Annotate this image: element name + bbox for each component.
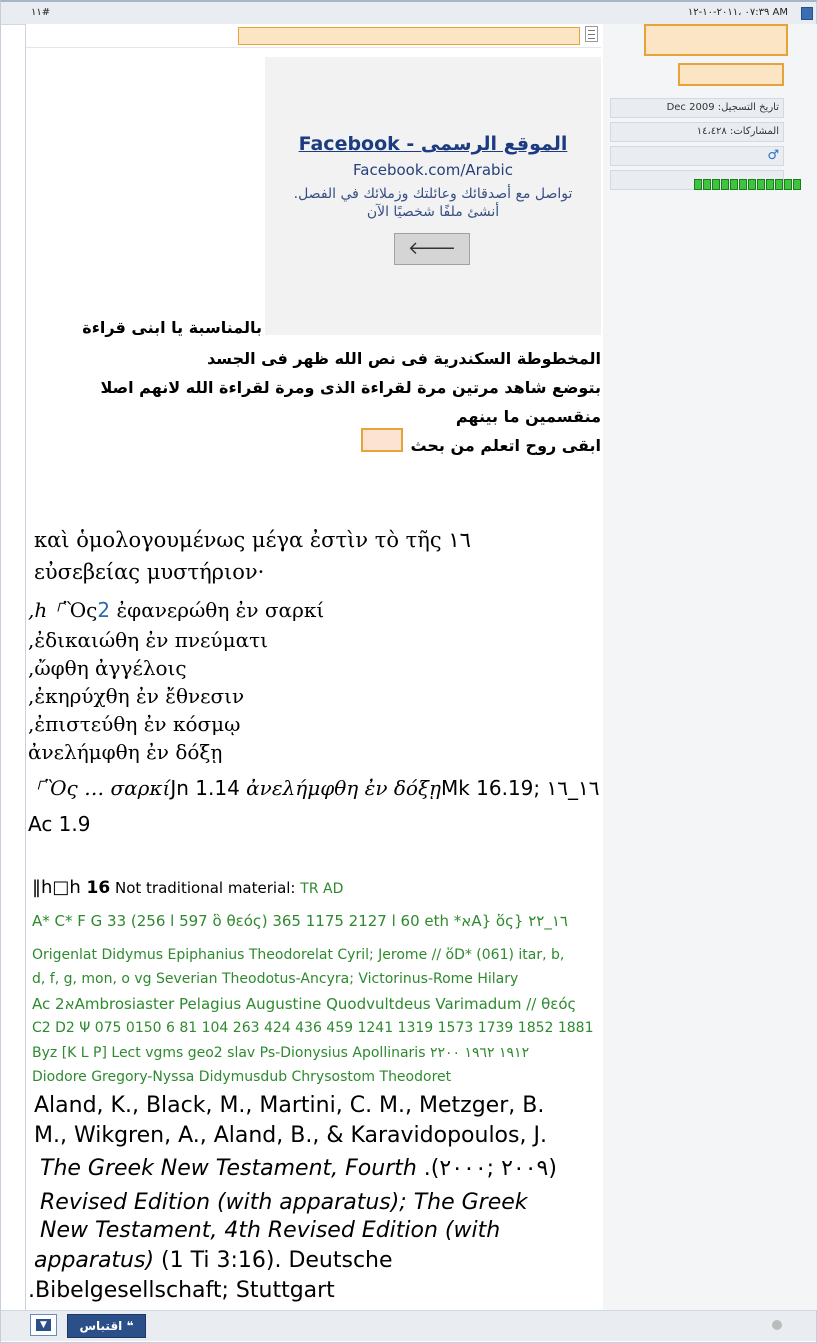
- citation-line-6: [34, 1248, 393, 1273]
- quote-button[interactable]: [67, 1314, 146, 1338]
- message-line-3: بتوضع شاهد مرتين مرة لقراءة الذى ومرة لقراءة الله لانهم اصلا: [100, 378, 601, 397]
- citation-line-2: M., Wikgren, A., Aland, B., & Karavidopoulos, J.: [34, 1123, 547, 1148]
- ref-lemma-2: ἀνελήμφθη ἐν δόξῃ: [246, 776, 441, 800]
- reputation-block: [748, 179, 756, 190]
- apparatus-line-3: Origenlat Didymus Epiphanius Theodorelat Cyril; Jerome // ὅD* (061) itar, b,: [32, 947, 565, 963]
- ad-title[interactable]: Facebook - الموقع الرسمى: [298, 133, 568, 155]
- apparatus-witnesses: TR AD: [300, 881, 344, 897]
- post-status-icon: [801, 7, 813, 20]
- citation-line-4: Revised Edition (with apparatus); The Greek: [40, 1190, 528, 1215]
- redacted-link[interactable]: [361, 428, 403, 452]
- reputation-block: [721, 179, 729, 190]
- multiquote-button[interactable]: [30, 1314, 57, 1336]
- ref-mk: Mk 16.19; ١٦_١٦: [440, 776, 600, 800]
- post-count: المشاركات: ١٤،٤٢٨: [610, 122, 784, 142]
- citation-publisher: (1 Ti 3:16). Deutsche: [154, 1248, 393, 1273]
- greek-line-6: ἀνελήμφθη ἐν δόξῃ: [28, 740, 223, 764]
- cross-reference-line: [34, 774, 599, 801]
- reputation-block: [766, 179, 774, 190]
- citation-line-7: .Bibelgesellschaft; Stuttgart: [28, 1278, 335, 1303]
- quote-label: اقتباس: [79, 1319, 123, 1333]
- post-title-redacted: [238, 27, 580, 45]
- post-icon: [585, 26, 598, 42]
- apparatus-line-4: d, f, g, mon, o vg Severian Theodotus-Ancyra; Victorinus-Rome Hilary: [32, 971, 519, 987]
- cross-reference-ac: Ac 1.9: [28, 812, 91, 836]
- status-dot: [772, 1320, 782, 1330]
- reputation-block: [703, 179, 711, 190]
- message-line-5: ابقى روح اتعلم من بحث: [410, 436, 601, 455]
- citation-line-5: New Testament, 4th Revised Edition (with: [40, 1218, 501, 1243]
- apparatus-line-6: C2 D2 Ψ 075 0150 6 81 104 263 424 436 459 1241 1319 1573 1739 1852 1881: [32, 1020, 594, 1036]
- message-block: [81, 344, 601, 460]
- apparatus-line-2: A* C* F G 33 (256 l 597 ὃ θεός) 365 1175 2127 l 60 eth *אA} ὅς} ١٦_٢٢: [32, 912, 568, 930]
- arrow-left-icon: 🡐: [407, 238, 457, 259]
- footnote-marker[interactable]: 2: [97, 598, 111, 622]
- message-line-2: المخطوطة السكندرية فى نص الله ظهر فى الجسد: [207, 349, 601, 368]
- greek-line-4: ,ἐκηρύχθη ἐν ἔθνεσιν: [28, 684, 245, 708]
- user-info-panel: [603, 24, 817, 1310]
- join-date: تاريخ التسجيل: Dec 2009: [610, 98, 784, 118]
- greek-line-1-word: Ὃς: [63, 598, 98, 622]
- reputation-blocks: [694, 175, 802, 194]
- post-number[interactable]: #١١: [31, 7, 51, 18]
- ad-arrow-button[interactable]: [394, 233, 470, 265]
- apparatus-line-7: Byz [K L P] Lect vgms geo2 slav Ps-Dionysius Apollinaris ١٩١٢ ١٩٦٢ ٢٢٠٠: [32, 1045, 530, 1061]
- apparatus-note: Not traditional material:: [110, 879, 301, 897]
- post-header: [1, 2, 816, 25]
- citation-line-1: Aland, K., Black, M., Martini, C. M., Metzger, B.: [34, 1093, 545, 1118]
- apparatus-verse: 16: [86, 878, 111, 898]
- male-icon: ♂: [610, 146, 784, 166]
- title-divider: [26, 47, 601, 48]
- message-line-4: منقسمين ما بينهم: [455, 407, 601, 426]
- ref-jn: Jn 1.14: [170, 776, 247, 800]
- reputation-block: [694, 179, 702, 190]
- greek-line-1: [28, 596, 324, 623]
- reputation-block: [739, 179, 747, 190]
- greek-line-3: ,ὤφθη ἀγγέλοις: [28, 656, 187, 680]
- ad-description: [265, 185, 601, 221]
- greek-line-2: ,ἐδικαιώθη ἐν πνεύματι: [28, 628, 268, 652]
- apparatus-line-1: [32, 877, 343, 898]
- facebook-ad[interactable]: [265, 57, 601, 335]
- down-arrow-icon: ▼: [36, 1319, 51, 1331]
- quote-icon: ❝: [126, 1319, 134, 1333]
- reputation-block: [757, 179, 765, 190]
- greek-line-5: ,ἐπιστεύθη ἐν κόσμῳ: [28, 712, 241, 736]
- greek-line-1-rest: ἐφανερώθη ἐν σαρκί: [110, 598, 325, 622]
- greek-verse-a: καὶ ὁμολογουμένως μέγα ἐστὶν τὸ τῆς ١٦: [34, 528, 471, 552]
- message-line-1: بالمناسبة يا ابنى قراءة: [82, 318, 262, 337]
- post-date: AM ٠٧:٣٩ ،٢٠١١-١٠-١٢: [687, 7, 788, 18]
- citation-years: .(٢٠٠٩ ;٢٠٠٠): [416, 1156, 557, 1181]
- ref-lemma: ⸀Ὃς … σαρκί: [34, 776, 171, 800]
- reputation-block: [712, 179, 720, 190]
- user-title-redacted: [678, 63, 784, 86]
- apparatus-line-8: Diodore Gregory-Nyssa Didymusdub Chrysostom Theodoret: [32, 1069, 452, 1085]
- citation-book-title: The Greek New Testament, Fourth: [40, 1156, 417, 1181]
- ad-url[interactable]: Facebook.com/Arabic: [353, 161, 513, 179]
- reputation-block: [793, 179, 801, 190]
- reputation-block: [775, 179, 783, 190]
- reputation-block: [784, 179, 792, 190]
- citation-apparatus: apparatus): [34, 1248, 155, 1273]
- username-redacted[interactable]: [644, 24, 788, 56]
- citation-line-3: [40, 1156, 557, 1181]
- greek-line-1-prefix: ,h ⸀: [28, 598, 64, 622]
- apparatus-marker: ‖h□h: [32, 877, 87, 898]
- greek-verse-b: εὐσεβείας μυστήριον·: [34, 560, 265, 584]
- reputation-block: [730, 179, 738, 190]
- apparatus-line-5: Ac 2אAmbrosiaster Pelagius Augustine Quodvultdeus Varimadum // θεός: [32, 995, 577, 1013]
- ad-desc-line2: أنشئ ملفًا شخصيًا الآن: [366, 204, 500, 220]
- ad-desc-line1: تواصل مع أصدقائك وعائلتك وزملائك في الفصل.: [293, 186, 573, 202]
